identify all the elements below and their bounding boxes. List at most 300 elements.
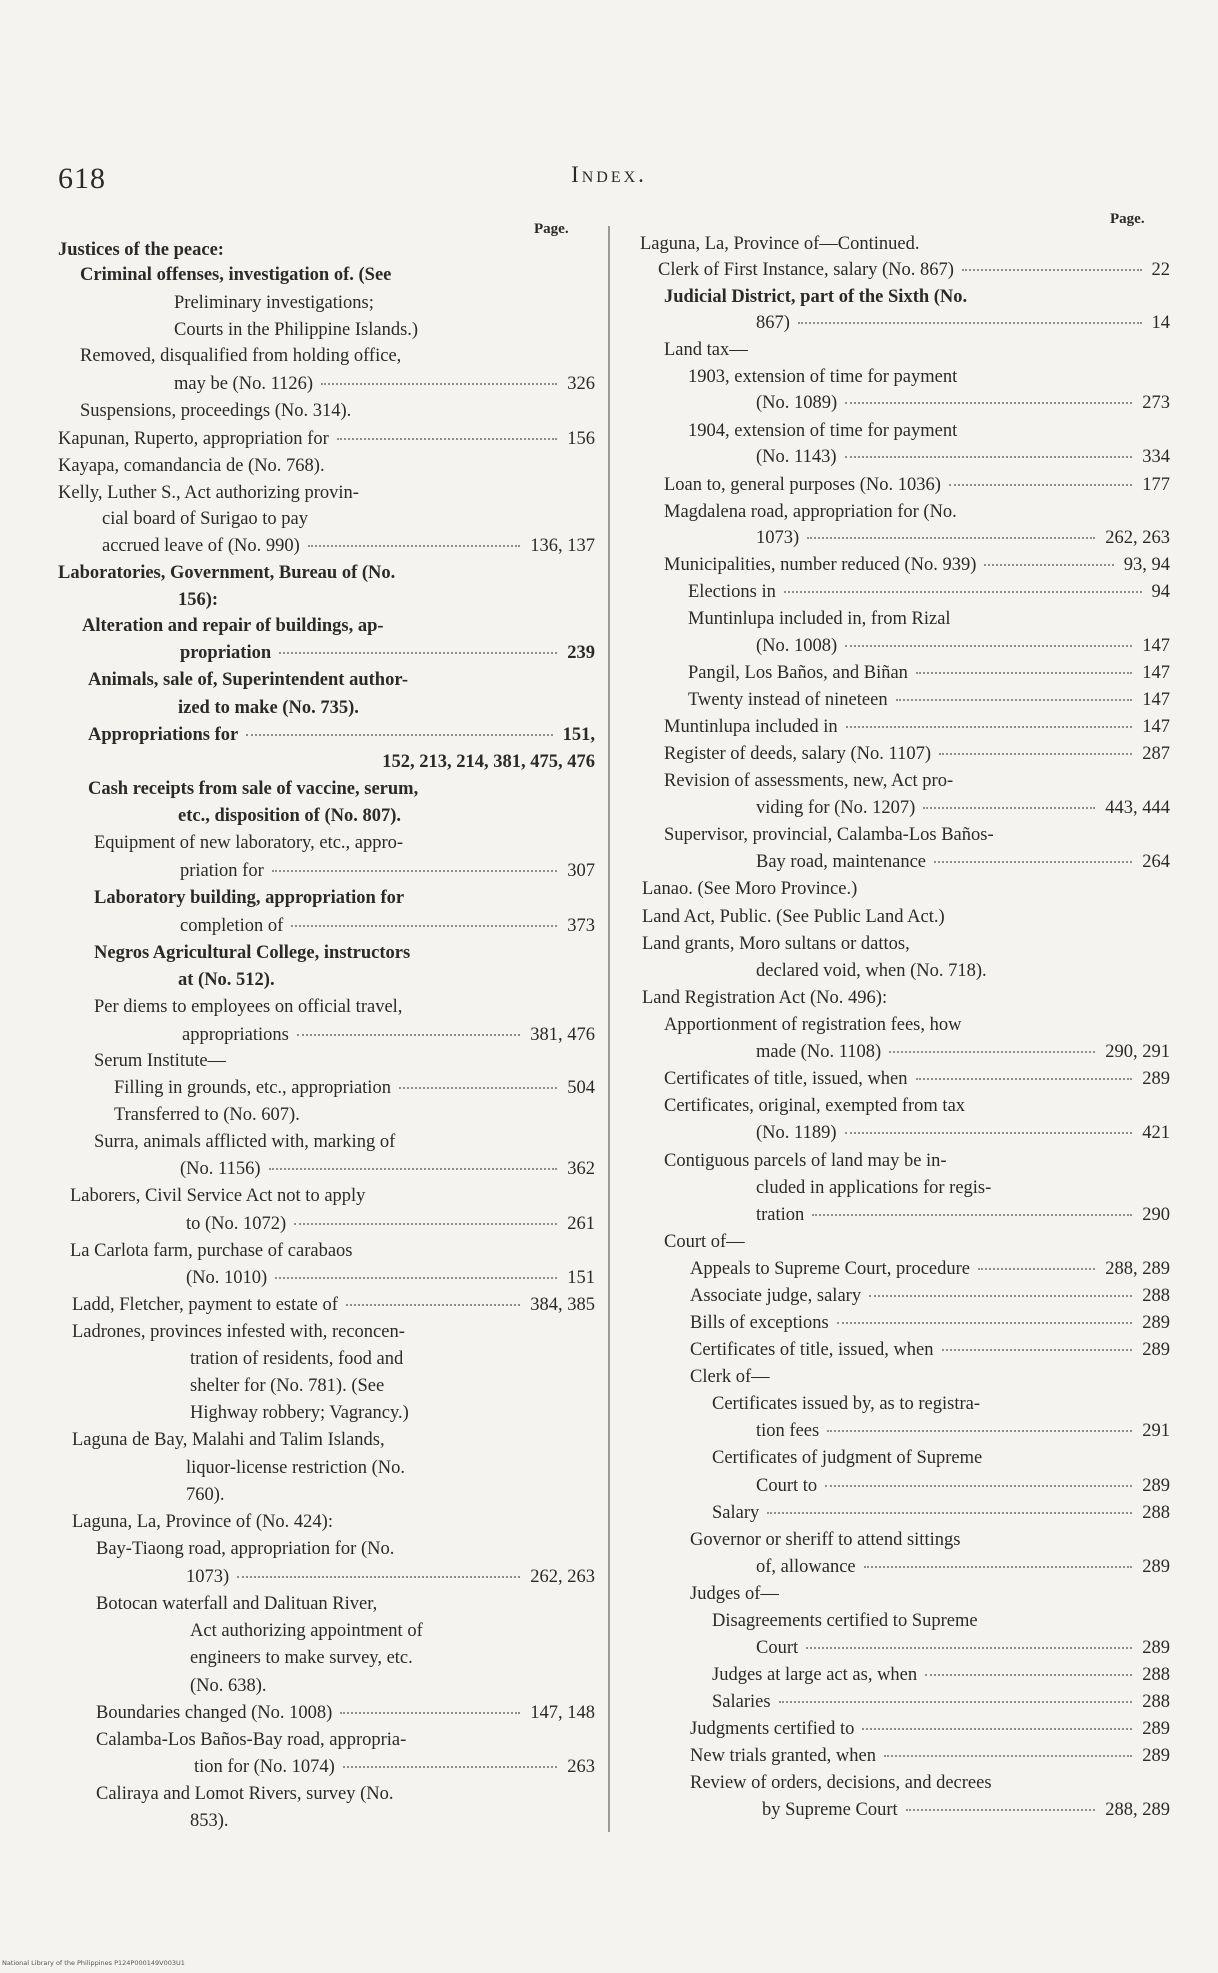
dot-leader <box>275 1277 557 1279</box>
dot-leader <box>923 807 1095 809</box>
index-entry <box>114 1102 595 1129</box>
entry-text: Land Registration Act (No. 496): <box>642 988 888 1008</box>
entry-text: Certificates issued by, as to registra- <box>712 1394 980 1414</box>
entry-text: Lanao. (See Moro Province.) <box>642 879 858 899</box>
index-entry <box>712 1445 1170 1472</box>
entry-text: Court of— <box>664 1232 745 1252</box>
index-entry <box>94 1129 595 1156</box>
entry-text: Laboratory building, appropriation for <box>94 888 405 908</box>
index-entry <box>190 1673 595 1700</box>
dot-leader <box>869 1295 1132 1297</box>
entry-text: (No. 1143) <box>756 447 837 467</box>
entry-text: Surra, animals afflicted with, marking of <box>94 1132 396 1152</box>
index-entry <box>664 499 1170 526</box>
index-entry <box>690 1364 1170 1391</box>
entry-page-ref: 262, 263 <box>1105 528 1170 548</box>
dot-leader <box>343 1766 557 1768</box>
dot-leader <box>916 672 1132 674</box>
index-entry <box>756 958 1170 985</box>
entry-text: Suspensions, proceedings (No. 314). <box>80 401 352 421</box>
index-entry <box>690 1743 1170 1770</box>
entry-page-ref: 381, 476 <box>530 1025 595 1045</box>
entry-text: Loan to, general purposes (No. 1036) <box>664 475 941 495</box>
index-entry <box>756 444 1170 471</box>
index-entry <box>70 1238 595 1265</box>
index-entry <box>58 237 595 264</box>
column-divider <box>608 226 610 1832</box>
dot-leader <box>798 322 1142 324</box>
entry-page-ref: 289 <box>1142 1719 1170 1739</box>
index-entry <box>96 1700 595 1727</box>
entry-text: Certificates of title, issued, when <box>664 1069 908 1089</box>
entry-text: 1904, extension of time for payment <box>688 421 958 441</box>
index-entry <box>174 371 595 398</box>
index-entry <box>178 967 595 994</box>
index-entry <box>688 579 1170 606</box>
entry-page-ref: 263 <box>567 1757 595 1777</box>
entry-page-ref: 147 <box>1142 690 1170 710</box>
index-entry <box>756 1120 1170 1147</box>
index-entry <box>756 1175 1170 1202</box>
dot-leader <box>916 1078 1133 1080</box>
index-entry <box>190 1808 595 1835</box>
dot-leader <box>845 456 1133 458</box>
right-page-column-label: Page. <box>1110 211 1145 227</box>
dot-leader <box>942 1349 1133 1351</box>
index-entry <box>88 667 595 694</box>
entry-text: Boundaries changed (No. 1008) <box>96 1703 333 1723</box>
entry-page-ref: 288 <box>1142 1503 1170 1523</box>
entry-page-ref: 384, 385 <box>530 1295 595 1315</box>
index-entry <box>664 1093 1170 1120</box>
entry-page-ref: 290, 291 <box>1105 1042 1170 1062</box>
entry-text: Negros Agricultural College, instructors <box>94 943 411 963</box>
index-entry <box>756 1418 1170 1445</box>
entry-text: Judicial District, part of the Sixth (No. <box>664 287 968 307</box>
entry-page-ref: 288, 289 <box>1105 1800 1170 1820</box>
entry-page-ref: 151, <box>562 725 595 745</box>
index-entry <box>174 290 595 317</box>
dot-leader <box>862 1728 1132 1730</box>
entry-page-ref: 93, 94 <box>1123 555 1170 575</box>
index-entry <box>94 994 595 1021</box>
entry-text: etc., disposition of (No. 807). <box>178 806 402 826</box>
index-entry <box>690 1283 1170 1310</box>
entry-text: by Supreme Court <box>762 1800 898 1820</box>
entry-text: Pangil, Los Baños, and Biñan <box>688 663 908 683</box>
entry-text: shelter for (No. 781). (See <box>190 1376 385 1396</box>
index-entry <box>94 885 595 912</box>
index-entry <box>180 1156 595 1183</box>
entry-text: tration of residents, food and <box>190 1349 404 1369</box>
entry-text: Land grants, Moro sultans or dattos, <box>642 934 910 954</box>
dot-leader <box>291 925 557 927</box>
entry-page-ref: 147 <box>1142 636 1170 656</box>
index-entry <box>72 1509 595 1536</box>
index-entry <box>80 343 595 370</box>
entry-text: Highway robbery; Vagrancy.) <box>190 1403 409 1423</box>
index-entry <box>688 364 1170 391</box>
dot-leader <box>279 652 557 654</box>
dot-leader <box>767 1512 1132 1514</box>
entry-text: 760). <box>186 1485 225 1505</box>
entry-text: Clerk of— <box>690 1367 770 1387</box>
entry-text: Kapunan, Ruperto, appropriation for <box>58 429 329 449</box>
entry-text: Certificates, original, exempted from tax <box>664 1096 966 1116</box>
entry-text: Register of deeds, salary (No. 1107) <box>664 744 931 764</box>
index-entry <box>712 1500 1170 1527</box>
page-number: 618 <box>58 162 106 195</box>
index-entry <box>96 1536 595 1563</box>
entry-text: Preliminary investigations; <box>174 293 374 313</box>
entry-text: New trials granted, when <box>690 1746 876 1766</box>
index-entry <box>664 552 1170 579</box>
index-entry <box>180 858 595 885</box>
dot-leader <box>779 1701 1133 1703</box>
entry-text: Certificates of title, issued, when <box>690 1340 934 1360</box>
entry-page-ref: 504 <box>567 1078 595 1098</box>
index-entry <box>88 722 595 749</box>
entry-page-ref: 288 <box>1142 1692 1170 1712</box>
index-entry <box>664 1229 1170 1256</box>
index-entry <box>194 1754 595 1781</box>
index-entry <box>690 1716 1170 1743</box>
entry-page-ref: 307 <box>567 861 595 881</box>
index-entry <box>756 1202 1170 1229</box>
dot-leader <box>246 734 552 736</box>
entry-text: Kayapa, comandancia de (No. 768). <box>58 456 325 476</box>
entry-text: Laguna, La, Province of (No. 424): <box>72 1512 333 1532</box>
index-entry <box>664 337 1170 364</box>
dot-leader <box>949 484 1132 486</box>
entry-text: Court <box>756 1638 799 1658</box>
dot-leader <box>269 1168 558 1170</box>
index-entry <box>756 1554 1170 1581</box>
index-entry <box>712 1608 1170 1635</box>
index-entry <box>96 1781 595 1808</box>
index-entry <box>58 426 595 453</box>
index-entry <box>94 830 595 857</box>
dot-leader <box>337 438 558 440</box>
index-entry <box>180 640 595 667</box>
index-entry <box>664 768 1170 795</box>
dot-leader <box>934 861 1132 863</box>
entry-text: Muntinlupa included in <box>664 717 838 737</box>
entry-text: Land tax— <box>664 340 748 360</box>
entry-page-ref: 289 <box>1142 1069 1170 1089</box>
footer-note: National Library of the Philippines P124P000149V003U1 <box>2 1959 185 1967</box>
running-head: Index. <box>571 162 647 187</box>
index-entry <box>94 1048 595 1075</box>
index-entry <box>664 1012 1170 1039</box>
entry-text: (No. 1008) <box>756 636 838 656</box>
dot-leader <box>806 1647 1132 1649</box>
entry-text: liquor-license restriction (No. <box>186 1458 405 1478</box>
entry-page-ref: 287 <box>1142 744 1170 764</box>
entry-text: Appeals to Supreme Court, procedure <box>690 1259 970 1279</box>
entry-page-ref: 147, 148 <box>530 1703 595 1723</box>
entry-text: Municipalities, number reduced (No. 939) <box>664 555 977 575</box>
index-entry <box>642 931 1170 958</box>
index-entry <box>712 1689 1170 1716</box>
entry-page-ref: 373 <box>567 916 595 936</box>
dot-leader <box>978 1268 1095 1270</box>
dot-leader <box>884 1755 1132 1757</box>
entry-text: accrued leave of (No. 990) <box>102 536 300 556</box>
entry-text: of, allowance <box>756 1557 856 1577</box>
entry-text: Courts in the Philippine Islands.) <box>174 320 419 340</box>
entry-text: cial board of Surigao to pay <box>102 509 309 529</box>
dot-leader <box>297 1034 520 1036</box>
dot-leader <box>294 1223 557 1225</box>
index-entry <box>688 418 1170 445</box>
entry-text: 156): <box>178 590 219 610</box>
entry-text: declared void, when (No. 718). <box>756 961 987 981</box>
index-entry <box>72 1292 595 1319</box>
entry-text: completion of <box>180 916 284 936</box>
index-entry <box>712 1662 1170 1689</box>
entry-text: Laborers, Civil Service Act not to apply <box>70 1186 366 1206</box>
entry-page-ref: 22 <box>1151 260 1170 280</box>
entry-text: (No. 1156) <box>180 1159 261 1179</box>
entry-text: Supervisor, provincial, Calamba-Los Baños- <box>664 825 994 845</box>
entry-text: Clerk of First Instance, salary (No. 867) <box>658 260 954 280</box>
entry-text: Magdalena road, appropriation for (No. <box>664 502 957 522</box>
entry-text: Judgments certified to <box>690 1719 855 1739</box>
index-entry <box>664 822 1170 849</box>
entry-text: Judges at large act as, when <box>712 1665 918 1685</box>
entry-text: Transferred to (No. 607). <box>114 1105 300 1125</box>
entry-text: Elections in <box>688 582 776 602</box>
entry-text: Bay-Tiaong road, appropriation for (No. <box>96 1539 395 1559</box>
entry-text: (No. 1010) <box>186 1268 268 1288</box>
dot-leader <box>321 383 557 385</box>
entry-page-ref: 147 <box>1142 663 1170 683</box>
entry-text: Ladd, Fletcher, payment to estate of <box>72 1295 338 1315</box>
entry-page-ref: 289 <box>1142 1557 1170 1577</box>
entry-text: Cash receipts from sale of vaccine, serum, <box>88 779 419 799</box>
entry-text: 867) <box>756 313 790 333</box>
entry-text: Act authorizing appointment of <box>190 1621 423 1641</box>
index-entry <box>180 913 595 940</box>
index-entry <box>642 904 1170 931</box>
entry-text: Court to <box>756 1476 818 1496</box>
entry-text: Criminal offenses, investigation of. (See <box>80 265 392 285</box>
entry-page-ref: 262, 263 <box>530 1567 595 1587</box>
index-entry <box>664 284 1170 311</box>
index-entry <box>756 390 1170 417</box>
entry-page-ref: 334 <box>1142 447 1170 467</box>
index-entry <box>664 472 1170 499</box>
dot-leader <box>399 1087 557 1089</box>
dot-leader <box>340 1712 520 1714</box>
entry-page-ref: 239 <box>567 643 595 663</box>
index-entry <box>642 985 1170 1012</box>
index-entry <box>690 1310 1170 1337</box>
entry-page-ref: 273 <box>1142 393 1170 413</box>
index-entry <box>190 1645 595 1672</box>
index-entry <box>756 525 1170 552</box>
entry-text: Caliraya and Lomot Rivers, survey (No. <box>96 1784 394 1804</box>
entry-text: tion for (No. 1074) <box>194 1757 335 1777</box>
entry-text: priation for <box>180 861 264 881</box>
dot-leader <box>845 1132 1133 1134</box>
entry-page-ref: 289 <box>1142 1313 1170 1333</box>
entry-page-ref: 177 <box>1142 475 1170 495</box>
index-entry <box>186 1564 595 1591</box>
dot-leader <box>906 1809 1096 1811</box>
index-entry <box>756 310 1170 337</box>
dot-leader <box>896 699 1133 701</box>
index-entry <box>80 262 595 289</box>
entry-text: (No. 1189) <box>756 1123 837 1143</box>
index-entry <box>756 1635 1170 1662</box>
index-entry <box>186 1482 595 1509</box>
entry-text: Associate judge, salary <box>690 1286 862 1306</box>
entry-text: at (No. 512). <box>178 970 275 990</box>
index-entry <box>690 1581 1170 1608</box>
entry-page-ref: 291 <box>1142 1421 1170 1441</box>
index-entry <box>712 1391 1170 1418</box>
index-entry <box>186 1455 595 1482</box>
entry-page-ref: 288 <box>1142 1665 1170 1685</box>
entry-page-ref: 421 <box>1142 1123 1170 1143</box>
dot-leader <box>825 1485 1132 1487</box>
entry-page-ref: 136, 137 <box>530 536 595 556</box>
entry-page-ref: 288 <box>1142 1286 1170 1306</box>
entry-text: Contiguous parcels of land may be in- <box>664 1151 947 1171</box>
dot-leader <box>272 870 558 872</box>
entry-text: Disagreements certified to Supreme <box>712 1611 978 1631</box>
dot-leader <box>984 564 1113 566</box>
index-entry <box>688 660 1170 687</box>
index-entry <box>186 1265 595 1292</box>
index-entry <box>190 1618 595 1645</box>
entry-text: Removed, disqualified from holding office, <box>80 346 402 366</box>
entry-page-ref: 289 <box>1142 1638 1170 1658</box>
index-entry <box>688 687 1170 714</box>
index-entry <box>178 587 595 614</box>
index-entry <box>174 317 595 344</box>
index-entry <box>70 1183 595 1210</box>
entry-text: Laguna de Bay, Malahi and Talim Islands, <box>72 1430 385 1450</box>
entry-text: Botocan waterfall and Dalituan River, <box>96 1594 378 1614</box>
index-entry <box>88 776 595 803</box>
index-entry <box>756 795 1170 822</box>
entry-text: La Carlota farm, purchase of carabaos <box>70 1241 353 1261</box>
index-entry <box>320 749 595 776</box>
index-entry <box>102 533 595 560</box>
entry-text: Equipment of new laboratory, etc., appro- <box>94 833 404 853</box>
index-entry <box>756 633 1170 660</box>
index-entry <box>690 1337 1170 1364</box>
entry-text: Governor or sheriff to attend sittings <box>690 1530 961 1550</box>
entry-page-ref: 94 <box>1151 582 1170 602</box>
entry-page-ref: 443, 444 <box>1105 798 1170 818</box>
index-entry <box>178 695 595 722</box>
entry-text: Laguna, La, Province of—Continued. <box>640 234 920 254</box>
dot-leader <box>864 1566 1133 1568</box>
dot-leader <box>889 1051 1095 1053</box>
index-entry <box>82 613 595 640</box>
index-entry <box>762 1797 1170 1824</box>
dot-leader <box>237 1576 520 1578</box>
entry-text: engineers to make survey, etc. <box>190 1648 413 1668</box>
entry-text: Alteration and repair of buildings, ap- <box>82 616 384 636</box>
entry-text: 1073) <box>756 528 800 548</box>
index-entry <box>642 876 1170 903</box>
dot-leader <box>346 1304 520 1306</box>
index-entry <box>114 1075 595 1102</box>
entry-text: appropriations <box>182 1025 289 1045</box>
entry-page-ref: 152, 213, 214, 381, 475, 476 <box>382 752 595 772</box>
entry-text: Laboratories, Government, Bureau of (No. <box>58 563 396 583</box>
entry-text: Bay road, maintenance <box>756 852 927 872</box>
entry-page-ref: 289 <box>1142 1476 1170 1496</box>
entry-text: tration <box>756 1205 805 1225</box>
entry-page-ref: 264 <box>1142 852 1170 872</box>
entry-text: may be (No. 1126) <box>174 374 314 394</box>
index-entry <box>182 1022 595 1049</box>
dot-leader <box>827 1430 1132 1432</box>
index-entry <box>664 1066 1170 1093</box>
entry-text: Land Act, Public. (See Public Land Act.) <box>642 907 945 927</box>
dot-leader <box>845 402 1132 404</box>
entry-page-ref: 288, 289 <box>1105 1259 1170 1279</box>
index-entry <box>94 940 595 967</box>
entry-text: Salary <box>712 1503 760 1523</box>
entry-text: tion fees <box>756 1421 820 1441</box>
entry-text: Ladrones, provinces infested with, reconcen- <box>72 1322 405 1342</box>
dot-leader <box>846 726 1133 728</box>
entry-page-ref: 289 <box>1142 1340 1170 1360</box>
index-entry <box>756 1473 1170 1500</box>
index-entry <box>756 1039 1170 1066</box>
index-entry <box>690 1256 1170 1283</box>
index-entry <box>72 1427 595 1454</box>
entry-text: Revision of assessments, new, Act pro- <box>664 771 954 791</box>
entry-text: Certificates of judgment of Supreme <box>712 1448 983 1468</box>
left-page-column-label: Page. <box>534 221 569 237</box>
index-entry <box>80 398 595 425</box>
entry-text: cluded in applications for regis- <box>756 1178 992 1198</box>
entry-text: Per diems to employees on official travel, <box>94 997 403 1017</box>
entry-text: Justices of the peace: <box>58 240 224 260</box>
entry-text: viding for (No. 1207) <box>756 798 916 818</box>
entry-text: Judges of— <box>690 1584 779 1604</box>
dot-leader <box>784 591 1142 593</box>
dot-leader <box>939 753 1132 755</box>
entry-page-ref: 14 <box>1151 313 1170 333</box>
entry-text: Serum Institute— <box>94 1051 227 1071</box>
index-entry <box>96 1591 595 1618</box>
entry-text: 1903, extension of time for payment <box>688 367 958 387</box>
index-entry <box>58 560 595 587</box>
entry-text: Apportionment of registration fees, how <box>664 1015 962 1035</box>
index-entry <box>190 1373 595 1400</box>
index-entry <box>690 1527 1170 1554</box>
entry-page-ref: 151 <box>567 1268 595 1288</box>
entry-text: 853). <box>190 1811 229 1831</box>
entry-text: propriation <box>180 643 272 663</box>
dot-leader <box>837 1322 1133 1324</box>
entry-text: Appropriations for <box>88 725 239 745</box>
entry-text: to (No. 1072) <box>186 1214 287 1234</box>
index-entry <box>664 741 1170 768</box>
entry-page-ref: 289 <box>1142 1746 1170 1766</box>
index-entry <box>178 803 595 830</box>
index-entry <box>190 1400 595 1427</box>
